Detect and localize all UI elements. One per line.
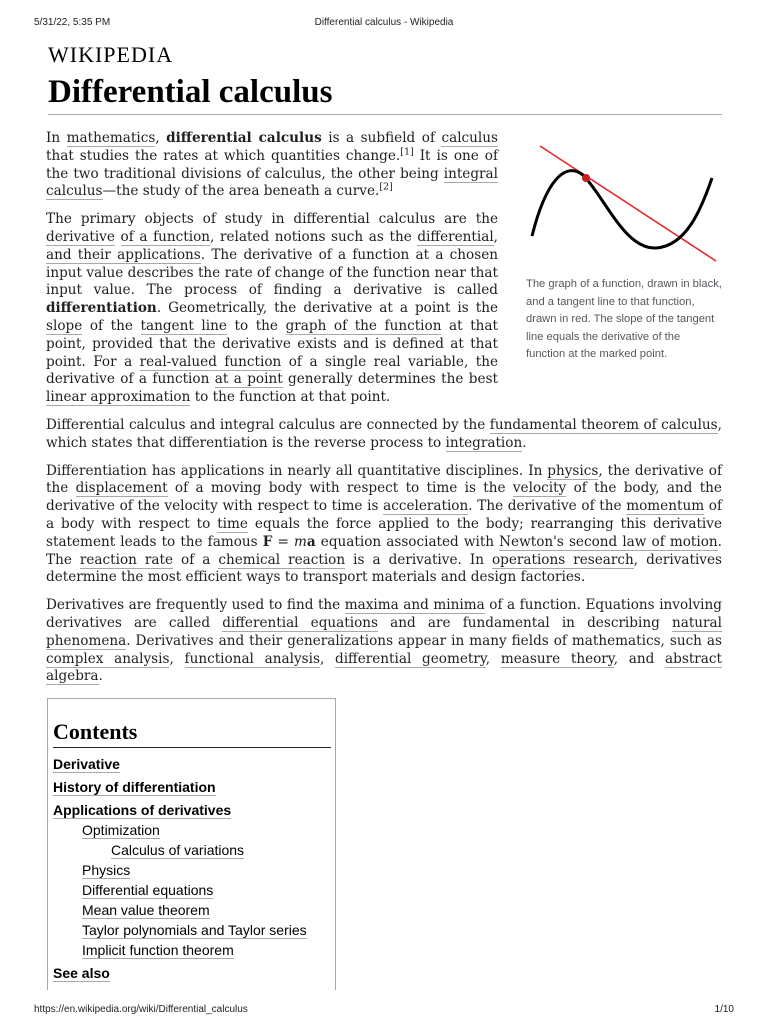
toc-item[interactable]	[53, 800, 330, 820]
toc-item[interactable]	[53, 880, 330, 900]
toc-item[interactable]	[53, 820, 330, 840]
link-measure-theory[interactable]: measure theory	[500, 650, 614, 667]
toc-item[interactable]	[53, 963, 330, 983]
equation-f-ma: F = ma	[262, 533, 316, 550]
toc-title: Contents	[53, 719, 331, 748]
print-header	[0, 0, 768, 40]
link-physics[interactable]: physics	[547, 462, 599, 479]
figure-caption: The graph of a function, drawn in black, and a tangent line to that function, drawn in red. The slope of the tangent line equals the derivative of the function at the marked point.	[526, 278, 722, 361]
intro-paragraph-2: The primary objects of study in differential calculus are the derivative of a function, related notions such as the differential, and their applications. The derivative of a function at a chosen input value describes the rate of change of the function near that input value. The process of finding a derivative is called differentiation. Geometrically, the derivative at a point is the slope of the tangent line to the graph of the function at that point, provided that the derivative exists and is defined at that point. For a real-valued function of a single real variable, the derivative of a function at a point generally determines the best linear approximation to the function at that point.	[46, 211, 499, 406]
link-applications[interactable]: and their applications	[46, 246, 201, 263]
link-differential[interactable]: differential	[417, 228, 494, 245]
toc-item-label: Physics	[82, 862, 131, 878]
toc-item-label: Derivative	[53, 756, 120, 772]
link-newtons-second-law[interactable]: Newton's second law of motion	[499, 533, 718, 550]
table-of-contents	[47, 698, 336, 990]
print-footer	[0, 994, 768, 1024]
toc-item-label: Taylor polynomials and Taylor series	[82, 922, 307, 938]
link-functional-analysis[interactable]: functional analysis	[184, 650, 320, 667]
link-maxima-minima[interactable]: maxima and minima	[344, 597, 485, 614]
toc-item[interactable]	[53, 940, 330, 960]
tangent-line	[540, 146, 716, 261]
print-page-title: Differential calculus - Wikipedia	[314, 17, 454, 28]
link-real-valued-function[interactable]: real-valued function	[139, 353, 282, 370]
link-differential-geometry[interactable]: differential geometry	[335, 650, 486, 667]
tangent-line-figure	[526, 140, 722, 364]
link-time[interactable]: time	[217, 515, 248, 532]
body-paragraph-3: Differential calculus and integral calculus are connected by the fundamental theorem of calculus, which states that differentiation is the reverse process to integration.	[46, 416, 722, 451]
toc-item-label: Calculus of variations	[111, 842, 245, 858]
link-velocity[interactable]: velocity	[512, 480, 567, 497]
link-complex-analysis[interactable]: complex analysis	[46, 650, 170, 667]
link-linear-approximation[interactable]: linear approximation	[46, 389, 191, 406]
print-page-number: 1/10	[714, 1004, 734, 1015]
toc-item-label: History of differentiation	[53, 779, 216, 795]
print-url: https://en.wikipedia.org/wiki/Differential_calculus	[34, 1004, 248, 1015]
link-momentum[interactable]: momentum	[626, 498, 705, 515]
link-integration[interactable]: integration	[445, 434, 523, 451]
body-paragraph-4: Differentiation has applications in nearly all quantitative disciplines. In physics, the derivative of the displacement of a moving body with respect to time is the velocity of the body, and the derivative of the velocity with respect to time is acceleration. The derivative of the momentum of a body with respect to time equals the force applied to the body; rearranging this derivative statement leads to the famous F = ma equation associated with Newton's second law of motion. The reaction rate of a chemical reaction is a derivative. In operations research, derivatives determine the most efficient ways to transport materials and design factories.	[46, 462, 722, 586]
toc-item-label: Mean value theorem	[82, 902, 210, 918]
link-calculus[interactable]: calculus	[441, 130, 498, 146]
toc-item-label: Applications of derivatives	[53, 802, 232, 818]
print-date: 5/31/22, 5:35 PM	[34, 17, 111, 28]
wikipedia-logo[interactable]: WIKIPEDIA	[48, 42, 174, 67]
toc-item[interactable]	[53, 920, 330, 940]
link-mathematics[interactable]: mathematics	[66, 130, 156, 146]
toc-item[interactable]	[53, 754, 330, 774]
toc-item[interactable]	[53, 900, 330, 920]
toc-list	[53, 754, 330, 983]
toc-item-label: Implicit function theorem	[82, 942, 234, 958]
tangent-point	[582, 174, 590, 182]
function-curve	[532, 171, 712, 248]
link-slope[interactable]: slope	[46, 317, 83, 334]
link-fundamental-theorem[interactable]: fundamental theorem of calculus	[489, 416, 718, 433]
link-reaction-rate[interactable]: reaction rate	[79, 551, 174, 568]
page-title: Differential calculus	[48, 74, 722, 115]
toc-item[interactable]	[53, 840, 330, 860]
tangent-line-graph[interactable]	[526, 140, 722, 274]
link-chemical-reaction[interactable]: chemical reaction	[218, 551, 346, 568]
toc-item-label: Optimization	[82, 822, 160, 838]
link-at-a-point[interactable]: at a point	[214, 371, 283, 388]
link-integral-calculus[interactable]: integral calculus	[46, 165, 498, 200]
intro-paragraph-1: In mathematics, differential calculus is a subfield of calculus that studies the rates at which quantities change.[1] It is one of the two traditional divisions of calculus, the other being integral calculus—the study of the area beneath a curve.[2]	[46, 130, 499, 200]
link-operations-research[interactable]: operations research	[491, 551, 634, 568]
link-displacement[interactable]: displacement	[75, 480, 168, 497]
toc-item[interactable]	[53, 860, 330, 880]
body-paragraph-5: Derivatives are frequently used to find the maxima and minima of a function. Equations involving derivatives are called differential equations and are fundamental in describing natural phenomena. Derivatives and their generalizations appear in many fields of mathematics, such as complex analysis, functional analysis, differential geometry, measure theory, and abstract algebra.	[46, 597, 722, 685]
citation-2[interactable]: [2]	[379, 181, 393, 193]
toc-item-label: Differential equations	[82, 882, 214, 898]
link-acceleration[interactable]: acceleration	[383, 498, 469, 515]
link-graph-of-function[interactable]: graph of the function	[285, 317, 442, 334]
link-tangent-line[interactable]: tangent line	[140, 317, 227, 334]
link-function[interactable]: of a function	[120, 228, 211, 245]
citation-1[interactable]: [1]	[400, 146, 414, 158]
toc-item[interactable]	[53, 777, 330, 797]
link-abstract-algebra[interactable]: abstract algebra	[46, 650, 722, 685]
link-differential-equations[interactable]: differential equations	[222, 614, 379, 631]
link-derivative[interactable]: derivative	[46, 228, 115, 245]
toc-item-label: See also	[53, 965, 110, 981]
link-natural-phenomena[interactable]: natural phenomena	[46, 614, 722, 649]
